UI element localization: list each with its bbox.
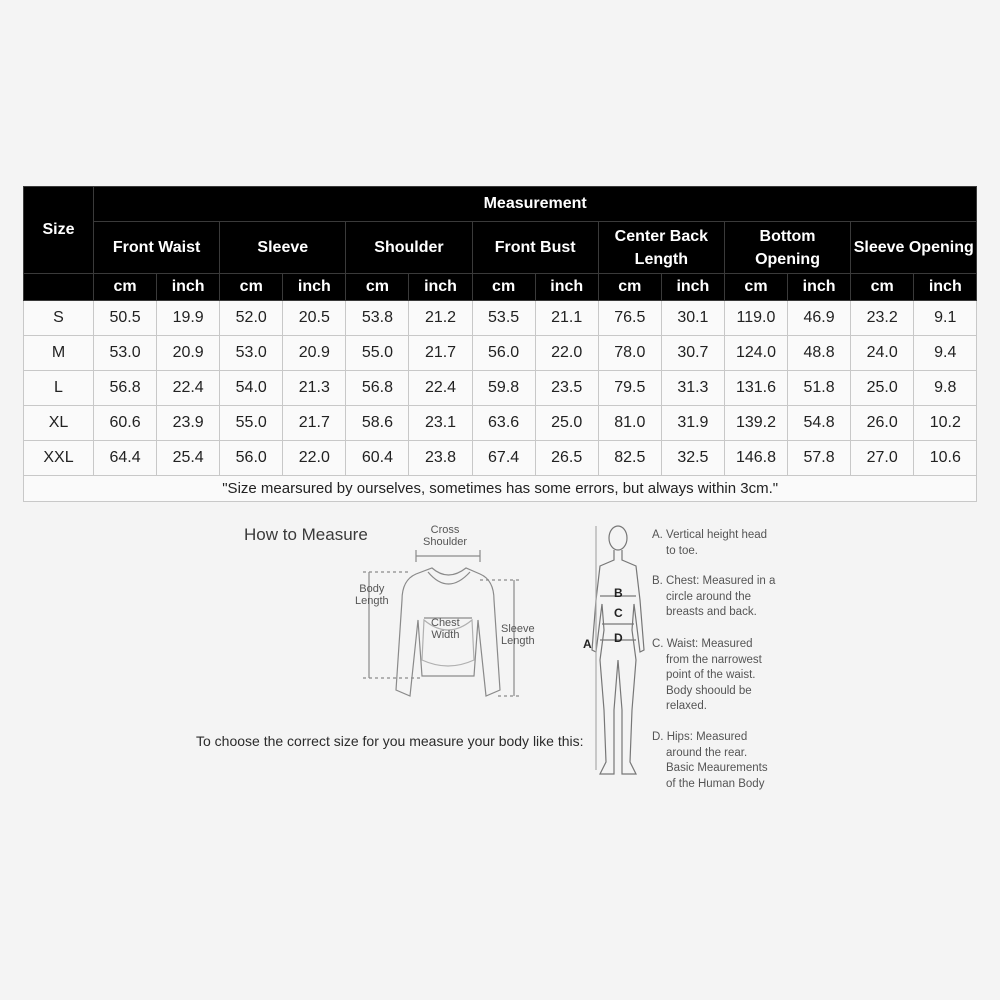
table-cell: 55.0 bbox=[346, 336, 409, 371]
table-cell: 60.4 bbox=[346, 441, 409, 476]
table-cell: 21.7 bbox=[283, 406, 346, 441]
unit-header: inch bbox=[914, 274, 977, 301]
column-header-row bbox=[24, 222, 977, 274]
size-table-body bbox=[24, 301, 977, 476]
measurement-diagrams bbox=[0, 500, 1000, 820]
unit-header: cm bbox=[724, 274, 787, 301]
table-cell: 59.8 bbox=[472, 371, 535, 406]
table-cell: 124.0 bbox=[724, 336, 787, 371]
figure-head bbox=[609, 526, 627, 550]
table-cell: 31.9 bbox=[661, 406, 724, 441]
unit-header: inch bbox=[788, 274, 851, 301]
table-cell: 19.9 bbox=[157, 301, 220, 336]
figure-body bbox=[592, 550, 644, 774]
unit-header: cm bbox=[346, 274, 409, 301]
note-a: A. Vertical height head to toe. bbox=[652, 529, 768, 557]
table-cell: 22.4 bbox=[409, 371, 472, 406]
table-cell: 50.5 bbox=[94, 301, 157, 336]
table-cell: 23.5 bbox=[535, 371, 598, 406]
column-header: Center Back Length bbox=[598, 222, 724, 274]
table-cell: 25.0 bbox=[535, 406, 598, 441]
unit-header: inch bbox=[661, 274, 724, 301]
table-cell: 58.6 bbox=[346, 406, 409, 441]
table-cell: 79.5 bbox=[598, 371, 661, 406]
sleeve-length-label: Sleeve Length bbox=[501, 623, 535, 647]
table-cell: 131.6 bbox=[724, 371, 787, 406]
table-cell: 81.0 bbox=[598, 406, 661, 441]
note-c: C. Waist: Measured from the narrowest point of the waist. Body shoould be relaxed. bbox=[652, 638, 762, 712]
unit-header: cm bbox=[598, 274, 661, 301]
size-chart-table bbox=[23, 186, 977, 502]
marker-b: B bbox=[614, 586, 623, 600]
table-cell: 20.9 bbox=[157, 336, 220, 371]
unit-header: cm bbox=[94, 274, 157, 301]
column-header: Shoulder bbox=[346, 222, 472, 274]
table-cell: 56.0 bbox=[220, 441, 283, 476]
table-row bbox=[24, 406, 977, 441]
table-cell: 53.0 bbox=[94, 336, 157, 371]
table-cell: 9.8 bbox=[914, 371, 977, 406]
table-cell: 20.9 bbox=[283, 336, 346, 371]
note-b: B. Chest: Measured in a circle around the breasts and back. bbox=[652, 575, 776, 618]
table-cell: 64.4 bbox=[94, 441, 157, 476]
table-cell: 20.5 bbox=[283, 301, 346, 336]
table-row bbox=[24, 336, 977, 371]
unit-header: cm bbox=[220, 274, 283, 301]
table-cell: 52.0 bbox=[220, 301, 283, 336]
body-length-label: Body Length bbox=[355, 583, 389, 607]
table-cell: 25.4 bbox=[157, 441, 220, 476]
table-cell: 63.6 bbox=[472, 406, 535, 441]
marker-a: A bbox=[583, 637, 592, 651]
table-cell: 60.6 bbox=[94, 406, 157, 441]
unit-header: inch bbox=[409, 274, 472, 301]
table-cell: 57.8 bbox=[788, 441, 851, 476]
table-cell: 56.8 bbox=[346, 371, 409, 406]
table-cell: 32.5 bbox=[661, 441, 724, 476]
unit-header: inch bbox=[157, 274, 220, 301]
table-cell: 30.7 bbox=[661, 336, 724, 371]
table-cell: 55.0 bbox=[220, 406, 283, 441]
table-cell: 67.4 bbox=[472, 441, 535, 476]
table-cell: 54.8 bbox=[788, 406, 851, 441]
chest-width-label: Chest Width bbox=[431, 617, 460, 641]
table-cell: 56.8 bbox=[94, 371, 157, 406]
table-cell: 139.2 bbox=[724, 406, 787, 441]
table-cell: 46.9 bbox=[788, 301, 851, 336]
table-cell: 9.1 bbox=[914, 301, 977, 336]
table-cell: 23.2 bbox=[851, 301, 914, 336]
size-cell: L bbox=[24, 371, 94, 406]
table-cell: 26.0 bbox=[851, 406, 914, 441]
size-cell: M bbox=[24, 336, 94, 371]
table-cell: 9.4 bbox=[914, 336, 977, 371]
unit-header: cm bbox=[851, 274, 914, 301]
size-cell: S bbox=[24, 301, 94, 336]
marker-d: D bbox=[614, 631, 623, 645]
table-cell: 10.6 bbox=[914, 441, 977, 476]
table-cell: 27.0 bbox=[851, 441, 914, 476]
table-cell: 119.0 bbox=[724, 301, 787, 336]
column-header: Front Waist bbox=[94, 222, 220, 274]
table-cell: 25.0 bbox=[851, 371, 914, 406]
table-cell: 22.0 bbox=[535, 336, 598, 371]
column-header: Sleeve bbox=[220, 222, 346, 274]
unit-header: inch bbox=[535, 274, 598, 301]
table-cell: 56.0 bbox=[472, 336, 535, 371]
table-cell: 30.1 bbox=[661, 301, 724, 336]
table-cell: 53.0 bbox=[220, 336, 283, 371]
unit-header-row bbox=[24, 274, 977, 301]
table-cell: 23.9 bbox=[157, 406, 220, 441]
how-to-measure-section bbox=[0, 500, 1000, 820]
how-to-measure-title: How to Measure bbox=[244, 525, 368, 544]
table-cell: 146.8 bbox=[724, 441, 787, 476]
marker-c: C bbox=[614, 606, 623, 620]
choose-size-instruction: To choose the correct size for you measure your body like this: bbox=[196, 733, 584, 749]
table-cell: 31.3 bbox=[661, 371, 724, 406]
table-cell: 21.7 bbox=[409, 336, 472, 371]
table-cell: 54.0 bbox=[220, 371, 283, 406]
table-cell: 26.5 bbox=[535, 441, 598, 476]
table-cell: 22.4 bbox=[157, 371, 220, 406]
table-cell: 21.2 bbox=[409, 301, 472, 336]
table-cell: 23.1 bbox=[409, 406, 472, 441]
table-row bbox=[24, 441, 977, 476]
table-cell: 10.2 bbox=[914, 406, 977, 441]
table-cell: 78.0 bbox=[598, 336, 661, 371]
cross-shoulder-label: Cross Shoulder bbox=[423, 524, 468, 548]
size-column-header: Size bbox=[24, 187, 94, 274]
table-cell: 76.5 bbox=[598, 301, 661, 336]
table-cell: 53.5 bbox=[472, 301, 535, 336]
table-cell: 21.1 bbox=[535, 301, 598, 336]
table-row bbox=[24, 301, 977, 336]
table-cell: 51.8 bbox=[788, 371, 851, 406]
note-d: D. Hips: Measured around the rear. Basic Meaurements of the Human Body bbox=[652, 731, 768, 790]
sweater-neckline bbox=[428, 572, 470, 584]
unit-header: cm bbox=[472, 274, 535, 301]
table-row bbox=[24, 371, 977, 406]
table-cell: 24.0 bbox=[851, 336, 914, 371]
table-cell: 48.8 bbox=[788, 336, 851, 371]
column-header: Sleeve Opening bbox=[851, 222, 977, 274]
measurement-note: "Size mearsured by ourselves, sometimes has some errors, but always within 3cm." bbox=[24, 476, 977, 502]
table-cell: 23.8 bbox=[409, 441, 472, 476]
column-header: Bottom Opening bbox=[724, 222, 850, 274]
unit-blank bbox=[24, 274, 94, 301]
table-cell: 82.5 bbox=[598, 441, 661, 476]
unit-header: inch bbox=[283, 274, 346, 301]
table-cell: 21.3 bbox=[283, 371, 346, 406]
body-figure bbox=[592, 526, 644, 774]
size-cell: XL bbox=[24, 406, 94, 441]
size-cell: XXL bbox=[24, 441, 94, 476]
table-cell: 22.0 bbox=[283, 441, 346, 476]
column-header: Front Bust bbox=[472, 222, 598, 274]
table-cell: 53.8 bbox=[346, 301, 409, 336]
measurement-header: Measurement bbox=[94, 187, 977, 222]
